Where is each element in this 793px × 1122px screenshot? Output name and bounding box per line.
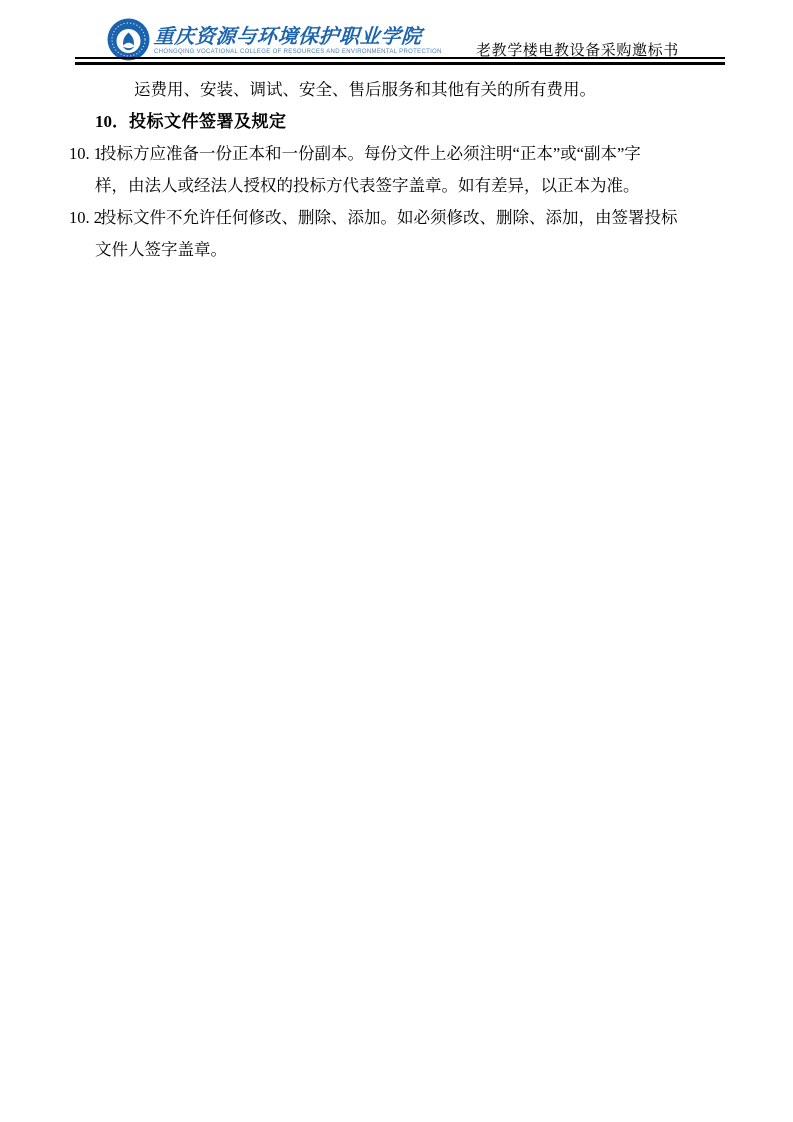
college-brand bbox=[107, 18, 442, 61]
paragraph-continuation: 运费用、安装、调试、安全、售后服务和其他有关的所有费用。 bbox=[134, 80, 596, 99]
clause-line: 投标方应准备一份正本和一份副本。每份文件上必须注明“正本”或“副本”字 bbox=[100, 144, 641, 163]
clause-10-1 bbox=[69, 138, 713, 202]
section-separator: ． bbox=[112, 112, 129, 131]
college-name-en: CHONGQING VOCATIONAL COLLEGE OF RESOURCES AND ENVIRONMENTAL PROTECTION bbox=[154, 49, 442, 55]
document-body bbox=[69, 74, 713, 266]
clause-10-2 bbox=[69, 202, 713, 266]
section-title: 投标文件签署及规定 bbox=[129, 112, 287, 131]
college-name-zh: 重庆资源与环境保护职业学院 bbox=[153, 24, 423, 48]
section-number: 10 bbox=[95, 112, 112, 131]
clause-line: 文件人签字盖章。 bbox=[95, 240, 227, 259]
college-emblem-icon bbox=[107, 18, 150, 61]
clause-number: 10. 1 bbox=[69, 144, 102, 163]
college-name-block bbox=[154, 18, 442, 56]
clause-line: 投标文件不允许任何修改、删除、添加。如必须修改、删除、添加，由签署投标 bbox=[100, 208, 678, 227]
header-rule-thick bbox=[75, 62, 725, 65]
header-doc-title: 老教学楼电教设备采购邀标书 bbox=[476, 43, 679, 59]
section-heading-10 bbox=[95, 106, 713, 138]
clause-line: 样，由法人或经法人授权的投标方代表签字盖章。如有差异，以正本为准。 bbox=[95, 176, 640, 195]
clause-number: 10. 2 bbox=[69, 208, 102, 227]
